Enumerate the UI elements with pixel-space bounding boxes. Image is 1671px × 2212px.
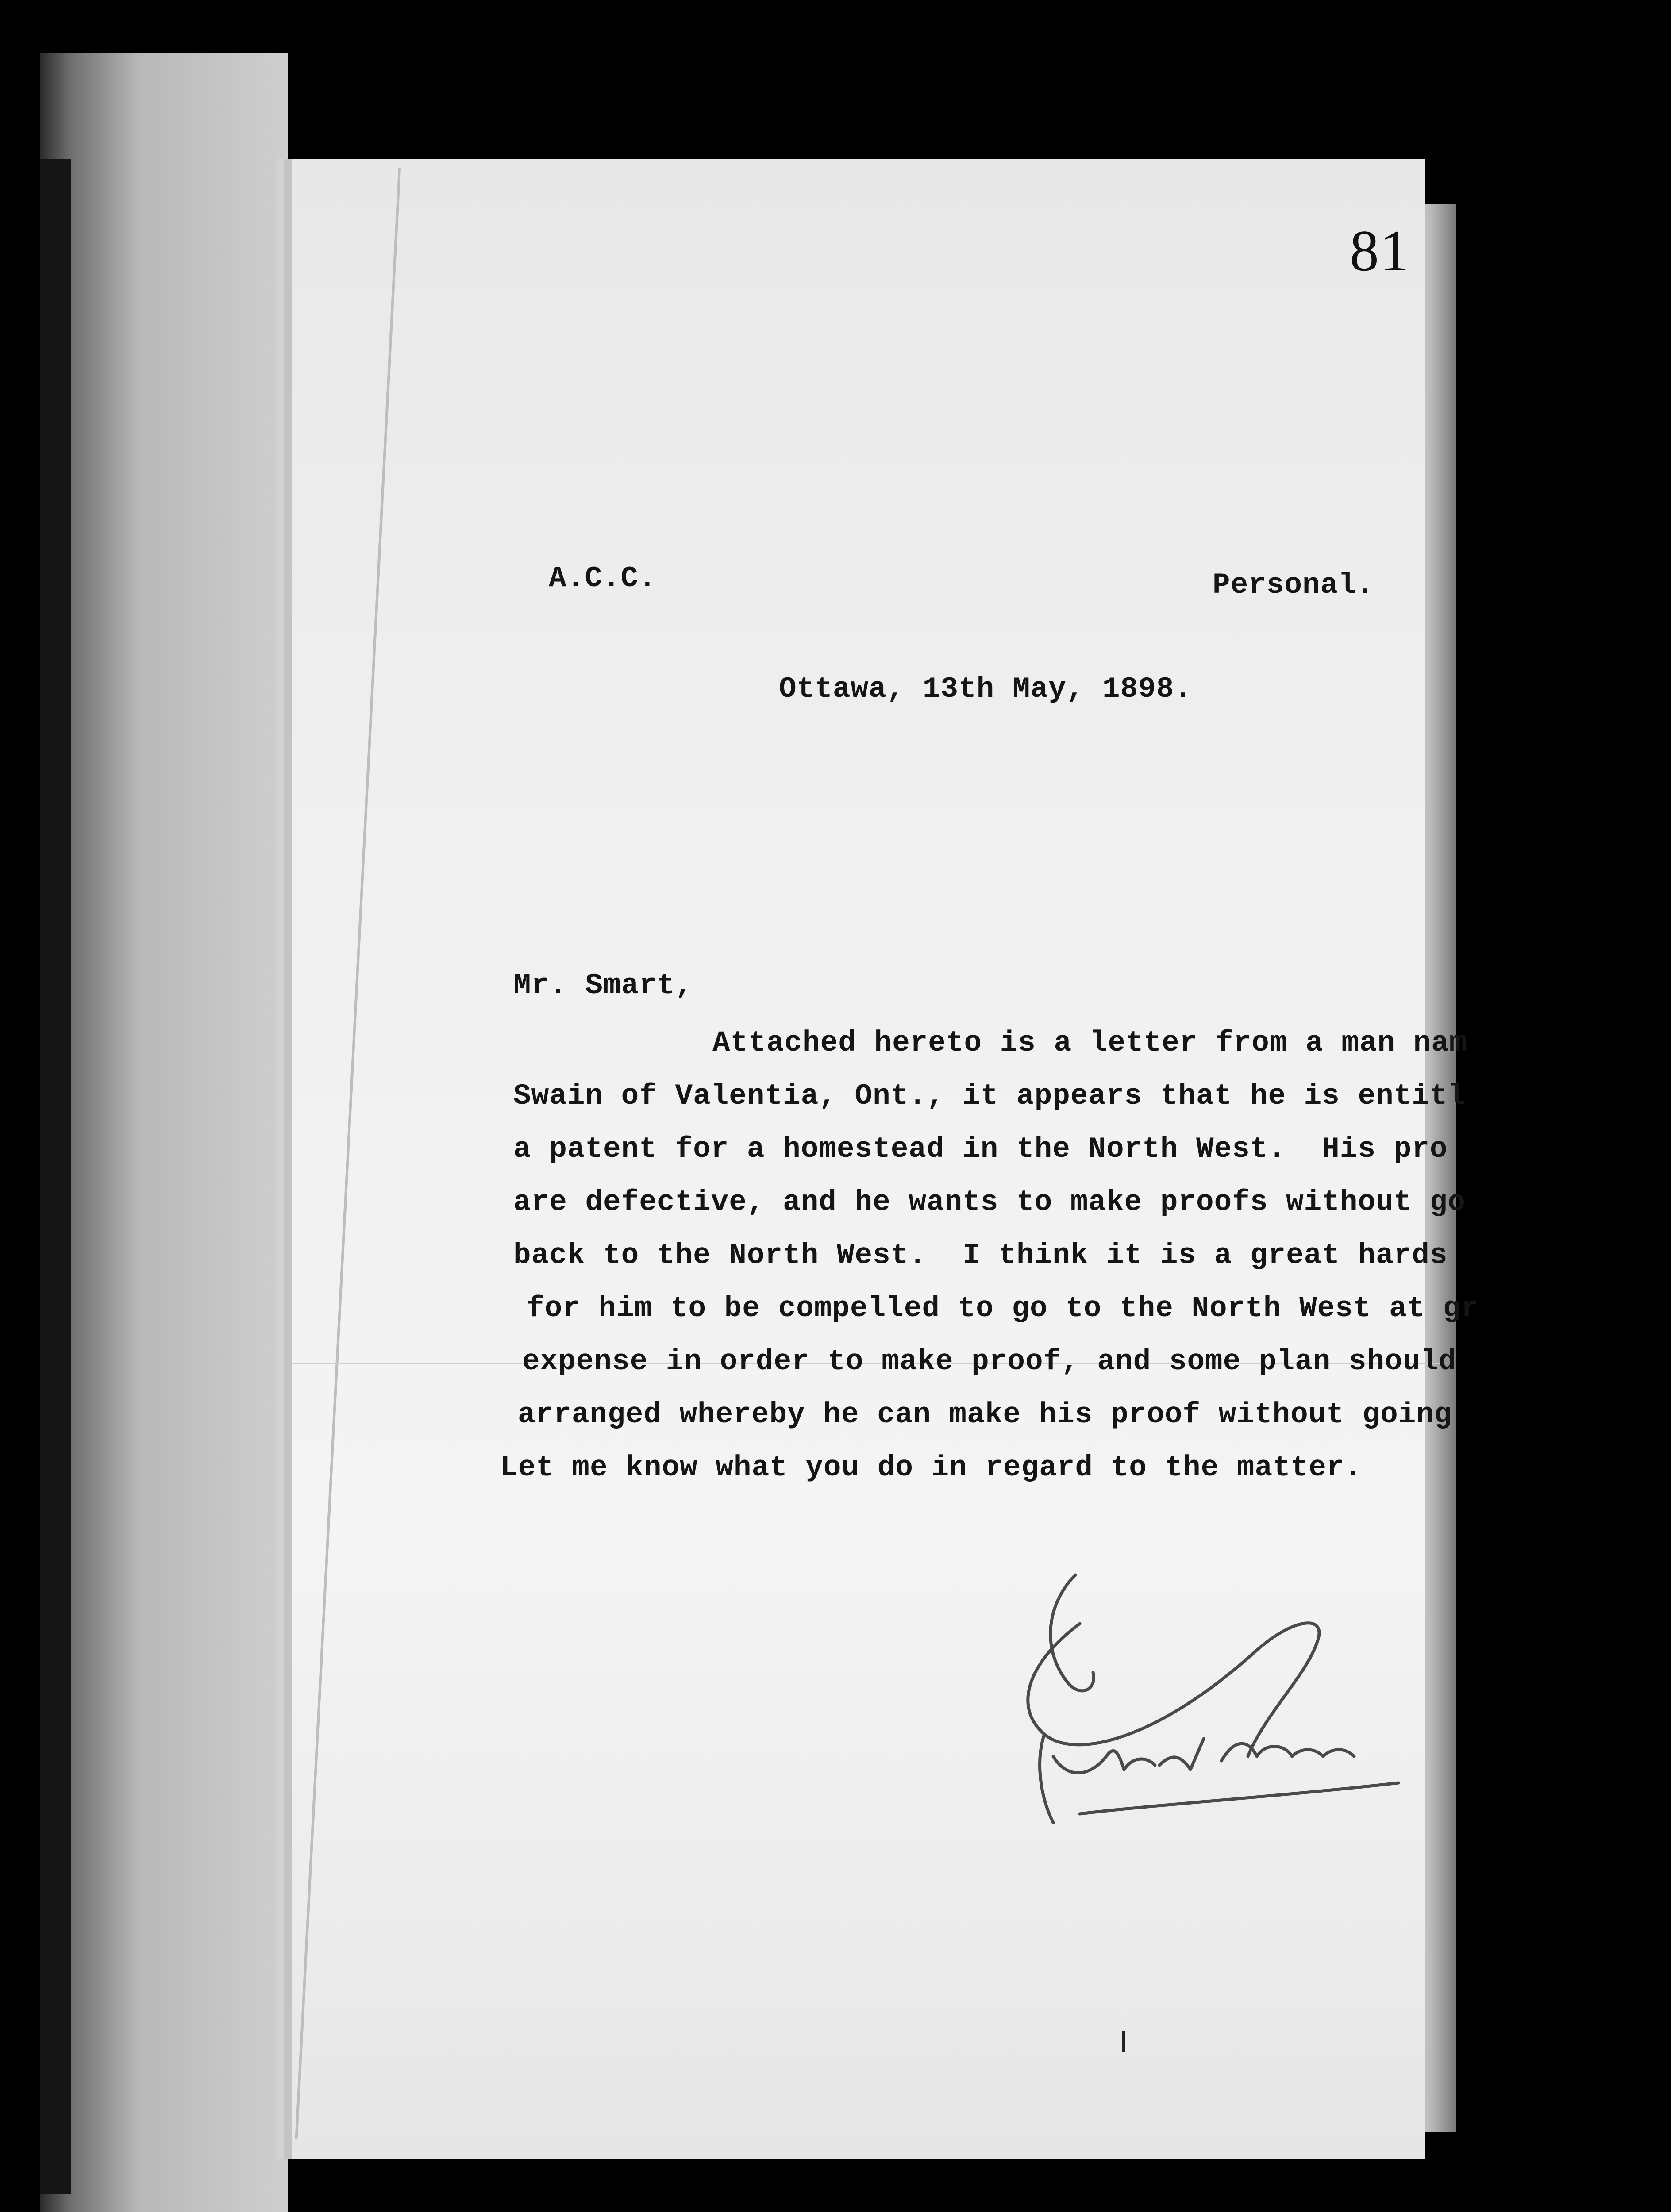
salutation: Mr. Smart,: [513, 969, 693, 1002]
body-line: Attached hereto is a letter from a man nam: [712, 1026, 1467, 1060]
body-line: are defective, and he wants to make proofs without go: [513, 1186, 1466, 1219]
personal-marking: Personal.: [1213, 568, 1375, 602]
body-line: back to the North West. I think it is a great hards: [513, 1239, 1448, 1272]
film-left-shadow: [40, 159, 71, 2194]
page-number: 81: [1350, 218, 1410, 283]
body-line: for him to be compelled to go to the North West at gr: [527, 1292, 1479, 1325]
film-left-edge: [40, 53, 288, 2212]
date-line: Ottawa, 13th May, 1898.: [779, 672, 1192, 706]
body-line: Let me know what you do in regard to the matter.: [500, 1451, 1363, 1484]
addressee-code: A.C.C.: [549, 562, 657, 595]
pencil-mark: [1122, 2031, 1125, 2052]
body-line: a patent for a homestead in the North West. His pro: [513, 1133, 1448, 1166]
body-line: Swain of Valentia, Ont., it appears that he is entitl: [513, 1079, 1466, 1113]
body-line: arranged whereby he can make his proof without going: [518, 1398, 1452, 1431]
signature: [974, 1548, 1416, 1849]
body-line: expense in order to make proof, and some plan should: [522, 1345, 1457, 1378]
